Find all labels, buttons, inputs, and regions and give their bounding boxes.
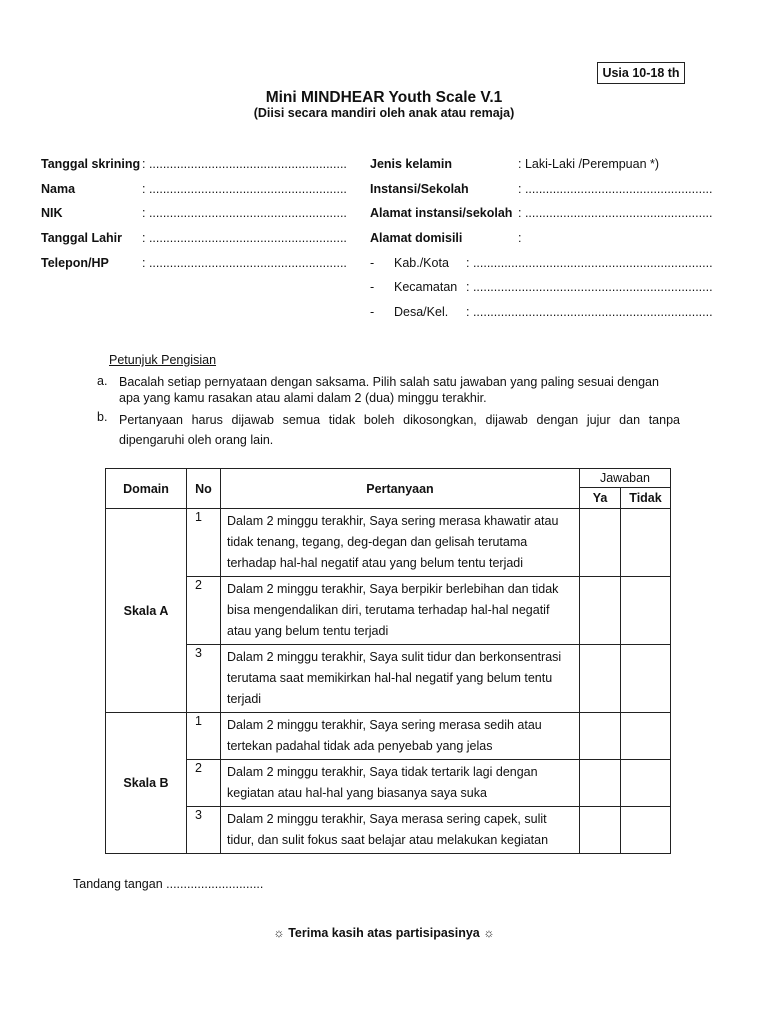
instruction-text: Pertanyaan harus dijawab semua tidak boleh dikosongkan, dijawab dengan jujur dan tanpa dipengaruhi oleh orang lain. xyxy=(119,413,680,447)
field-value-birth-date[interactable]: : ......................................................... xyxy=(142,231,347,245)
instructions-heading: Petunjuk Pengisian xyxy=(109,353,217,367)
answer-yes-cell[interactable] xyxy=(580,645,621,713)
answer-no-cell[interactable] xyxy=(621,807,671,854)
table-row xyxy=(106,713,671,760)
answer-yes-cell[interactable] xyxy=(580,713,621,760)
answer-yes-cell[interactable] xyxy=(580,509,621,577)
table-row xyxy=(106,760,671,807)
answer-no-cell[interactable] xyxy=(621,713,671,760)
question-number: 1 xyxy=(187,713,221,760)
field-value-school-address[interactable]: : ...................................................... xyxy=(518,206,713,220)
column-header-domain: Domain xyxy=(106,469,187,509)
question-number: 3 xyxy=(187,645,221,713)
question-text: Dalam 2 minggu terakhir, Saya sering merasa khawatir atau tidak tenang, tegang, deg-degan dan gelisah terutama terhadap hal-hal negatif atau yang belum tentu terjadi xyxy=(221,509,580,577)
table-header-row xyxy=(106,469,671,488)
field-label-gender: Jenis kelamin xyxy=(370,157,452,171)
table-row xyxy=(106,645,671,713)
field-value-district[interactable]: : ..................................................................... xyxy=(466,280,713,294)
questionnaire-table xyxy=(105,468,671,854)
address-dash: - xyxy=(370,256,375,270)
answer-yes-cell[interactable] xyxy=(580,807,621,854)
answer-no-cell[interactable] xyxy=(621,509,671,577)
address-dash: - xyxy=(370,280,375,294)
field-value-gender[interactable]: : Laki-Laki /Perempuan *) xyxy=(518,157,660,171)
field-label-regency: Kab./Kota xyxy=(394,256,449,270)
field-value-nik[interactable]: : ......................................................... xyxy=(142,206,347,220)
field-label-screening-date: Tanggal skrining xyxy=(41,157,141,171)
answer-no-cell[interactable] xyxy=(621,760,671,807)
field-value-village[interactable]: : ..................................................................... xyxy=(466,305,713,319)
thank-you-note: ☼ Terima kasih atas partisipasinya ☼ xyxy=(273,926,495,940)
column-header-yes: Ya xyxy=(580,488,621,509)
column-header-number: No xyxy=(187,469,221,509)
answer-yes-cell[interactable] xyxy=(580,760,621,807)
question-text: Dalam 2 minggu terakhir, Saya sering merasa sedih atau tertekan padahal tidak ada penyebab yang jelas xyxy=(221,713,580,760)
field-label-school-address: Alamat instansi/sekolah xyxy=(370,206,513,220)
question-text: Dalam 2 minggu terakhir, Saya merasa sering capek, sulit tidur, dan sulit fokus saat belajar atau melakukan kegiatan xyxy=(221,807,580,854)
question-text: Dalam 2 minggu terakhir, Saya berpikir berlebihan dan tidak bisa mengendalikan diri, terutama terhadap hal-hal negatif atau yang belum tentu terjadi xyxy=(221,577,580,645)
field-label-village: Desa/Kel. xyxy=(394,305,449,319)
field-label-phone: Telepon/HP xyxy=(41,256,109,270)
question-text: Dalam 2 minggu terakhir, Saya tidak tertarik lagi dengan kegiatan atau hal-hal yang biasanya saya suka xyxy=(221,760,580,807)
signature-line[interactable]: Tandang tangan ............................ xyxy=(73,877,264,891)
field-value-screening-date[interactable]: : ......................................................... xyxy=(142,157,347,171)
field-value-home-address: : xyxy=(518,231,522,245)
question-number: 1 xyxy=(187,509,221,577)
answer-yes-cell[interactable] xyxy=(580,577,621,645)
field-label-school: Instansi/Sekolah xyxy=(370,182,469,196)
address-dash: - xyxy=(370,305,375,319)
question-number: 3 xyxy=(187,807,221,854)
question-number: 2 xyxy=(187,577,221,645)
domain-cell-scale-b: Skala B xyxy=(106,713,187,854)
answer-no-cell[interactable] xyxy=(621,645,671,713)
domain-cell-scale-a: Skala A xyxy=(106,509,187,713)
table-row xyxy=(106,807,671,854)
column-header-answer: Jawaban xyxy=(580,469,671,488)
instruction-text: Bacalah setiap pernyataan dengan saksama. Pilih salah satu jawaban yang paling sesuai dengan apa yang kamu rasakan atau alami dalam 2 (dua) minggu terakhir. xyxy=(119,375,659,405)
field-label-home-address: Alamat domisili xyxy=(370,231,463,245)
field-label-nik: NIK xyxy=(41,206,63,220)
field-value-phone[interactable]: : ......................................................... xyxy=(142,256,347,270)
field-value-name[interactable]: : ......................................................... xyxy=(142,182,347,196)
question-text: Dalam 2 minggu terakhir, Saya sulit tidur dan berkonsentrasi terutama saat memikirkan hal-hal negatif yang belum tentu terjadi xyxy=(221,645,580,713)
field-value-regency[interactable]: : ..................................................................... xyxy=(466,256,713,270)
question-number: 2 xyxy=(187,760,221,807)
field-label-district: Kecamatan xyxy=(394,280,458,294)
form-title: Mini MINDHEAR Youth Scale V.1 xyxy=(265,89,503,106)
instruction-marker: b. xyxy=(97,410,108,424)
form-subtitle: (Diisi secara mandiri oleh anak atau remaja) xyxy=(253,106,515,120)
age-range-badge: Usia 10-18 th xyxy=(597,62,685,84)
table-row xyxy=(106,577,671,645)
answer-no-cell[interactable] xyxy=(621,577,671,645)
field-label-name: Nama xyxy=(41,182,76,196)
column-header-no-answer: Tidak xyxy=(621,488,671,509)
table-row xyxy=(106,509,671,577)
column-header-question: Pertanyaan xyxy=(221,469,580,509)
instruction-marker: a. xyxy=(97,374,108,388)
field-value-school[interactable]: : ...................................................... xyxy=(518,182,713,196)
field-label-birth-date: Tanggal Lahir xyxy=(41,231,123,245)
